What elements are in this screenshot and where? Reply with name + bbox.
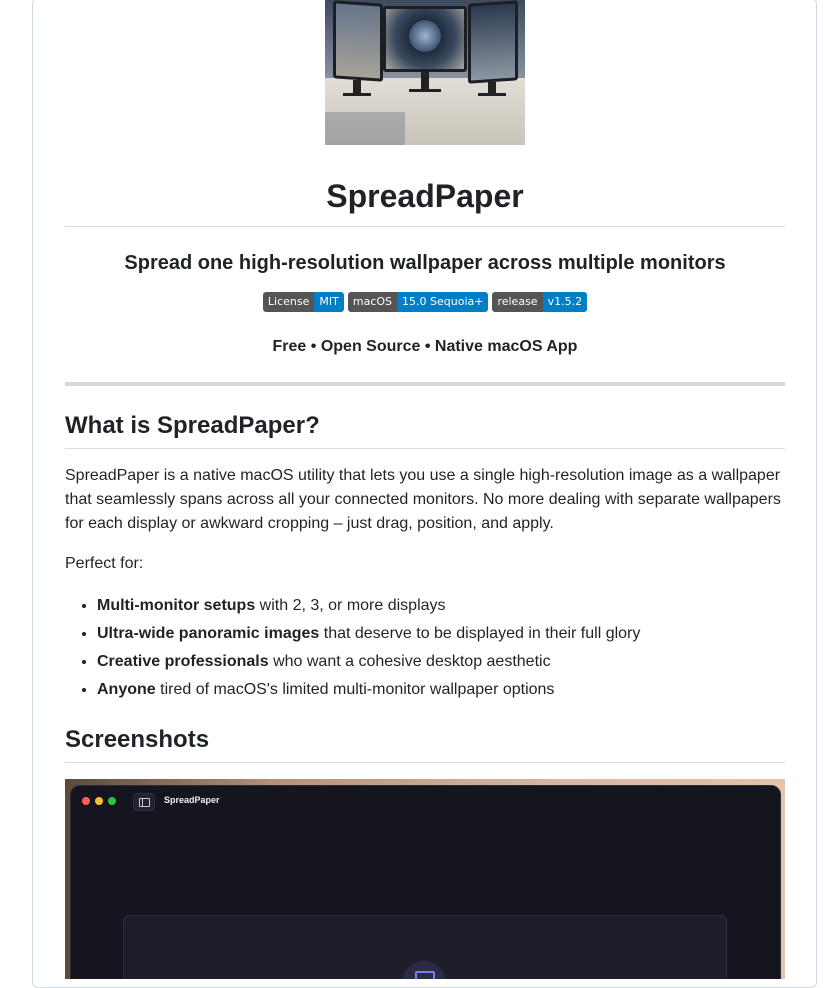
screenshots-heading-divider (65, 762, 785, 763)
about-heading-divider (65, 448, 785, 449)
list-item: • Multi-monitor setups with 2, 3, or more displays (97, 592, 640, 620)
title-divider (65, 226, 785, 227)
release-badge[interactable] (492, 292, 587, 312)
badge-value: 15.0 Sequoia+ (397, 292, 488, 312)
badge-label: License (263, 292, 314, 312)
tagline: Free • Open Source • Native macOS App (272, 338, 578, 355)
about-paragraph: SpreadPaper is a native macOS utility that lets you use a single high-resolution image as a wallpaper that seamlessly spans across all your connected monitors. No more dealing with separate wallpapers for each display or awkward cropping – just drag, position, and apply. (65, 467, 781, 532)
badge-label: release (492, 292, 542, 312)
feature-list (65, 592, 640, 704)
subtitle: Spread one high-resolution wallpaper across multiple monitors (124, 252, 726, 274)
page-title: SpreadPaper (326, 178, 524, 214)
drop-zone-panel (123, 915, 727, 979)
sidebar-toggle-icon (133, 793, 155, 811)
minimize-dot-icon (95, 797, 103, 805)
close-dot-icon (82, 797, 90, 805)
badge-value: MIT (314, 292, 343, 312)
badge-row (65, 292, 785, 312)
badge-label: macOS (348, 292, 397, 312)
section-divider (65, 382, 785, 386)
perfect-for-label: Perfect for: (65, 555, 144, 572)
zoom-dot-icon (108, 797, 116, 805)
license-badge[interactable] (263, 292, 344, 312)
badge-value: v1.5.2 (543, 292, 588, 312)
hero-image (325, 0, 525, 145)
list-item: • Ultra-wide panoramic images that deserve to be displayed in their full glory (97, 620, 640, 648)
app-window-title: SpreadPaper (164, 795, 220, 805)
screenshots-heading: Screenshots (65, 726, 210, 753)
macos-badge[interactable] (348, 292, 489, 312)
image-icon (402, 961, 446, 979)
list-item: • Creative professionals who want a cohesive desktop aesthetic (97, 648, 640, 676)
list-item: • Anyone tired of macOS's limited multi-monitor wallpaper options (97, 676, 640, 704)
about-heading: What is SpreadPaper? (65, 412, 320, 439)
app-window (70, 785, 781, 979)
app-screenshot (65, 779, 785, 979)
